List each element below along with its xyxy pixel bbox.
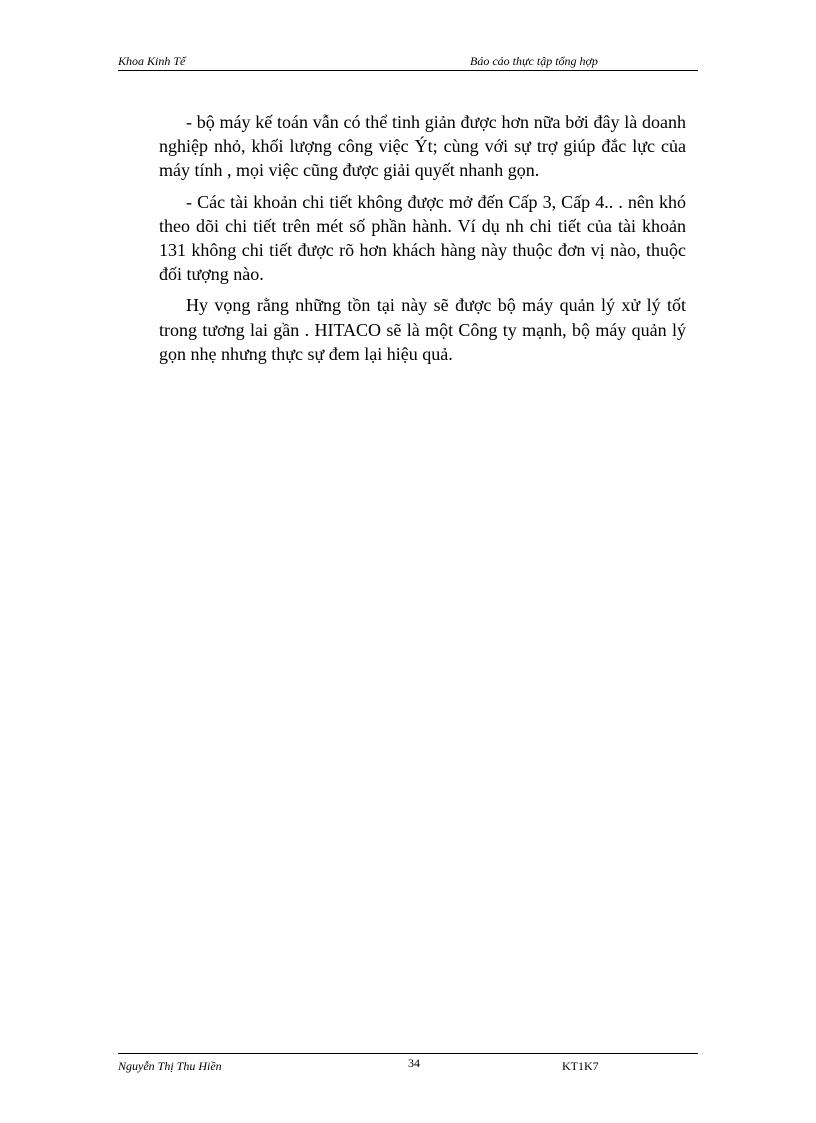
page-footer [118, 1058, 698, 1074]
paragraph-detail-accounts: - Các tài khoản chi tiết không được mở đến Cấp 3, Cấp 4.. . nên khó theo dõi chi tiết trên mét số phần hành. Ví dụ nh chi tiết của tài khoản 131 không chi tiết được rõ hơn khách hàng này thuộc đơn vị nào, thuộc đối tượng nào. [159, 191, 686, 285]
page-header [118, 53, 698, 69]
footer-author: Nguyễn Thị Thu Hiền [118, 1059, 222, 1073]
footer-page-number: 34 [408, 1056, 420, 1070]
paragraph-conclusion: Hy vọng rằng những tồn tại này sẽ được bộ máy quản lý xử lý tốt trong tương lai gần . HITACO sẽ là một Công ty mạnh, bộ máy quản lý gọn nhẹ nhưng thực sự đem lại hiệu quả. [159, 295, 686, 364]
paragraph-accounting-apparatus: - bộ máy kế toán vẫn có thể tinh giản được hơn nữa bởi đây là doanh nghiệp nhỏ, khối lượng công việc Ýt; cùng với sự trợ giúp đắc lực của máy tính , mọi việc cũng được giải quyết nhanh gọn. [159, 112, 686, 181]
header-department: Khoa Kinh Tế [118, 54, 186, 68]
body-content [159, 110, 686, 373]
footer-divider [118, 1053, 698, 1054]
footer-class-code: KT1K7 [562, 1059, 599, 1073]
header-report-title: Báo cáo thực tập tổng hợp [470, 54, 598, 68]
header-divider [118, 70, 698, 71]
